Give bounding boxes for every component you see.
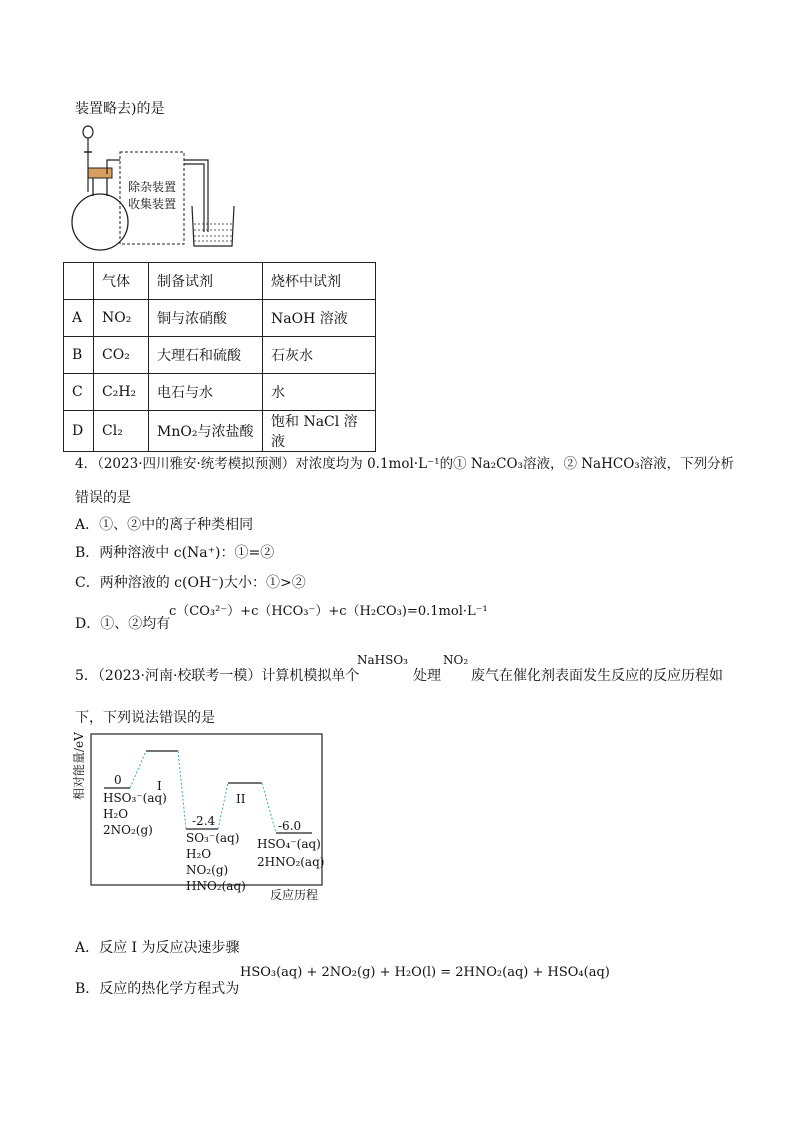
q4-option-b: B．两种溶液中 c(Na⁺)：①=② <box>75 545 275 561</box>
table-cell-gas: CO₂ <box>94 337 149 374</box>
table-cell-beaker: 水 <box>263 374 376 411</box>
q4-option-c: C．两种溶液的 c(OH⁻)大小：①>② <box>75 575 306 591</box>
q4-stem-line1: 4．（2023·四川雅安·统考模拟预测）对浓度均为 0.1mol·L⁻¹的① Na₂CO₃溶液，② NaHCO₃溶液，下列分析 <box>75 456 735 472</box>
level1-species-4: HNO₂(aq) <box>186 879 246 893</box>
level1-value: -2.4 <box>192 814 216 828</box>
table-header-cell: 气体 <box>94 263 149 300</box>
apparatus-box-label-2: 收集装置 <box>128 197 177 211</box>
q5-stem-line2: 下，下列说法错误的是 <box>75 710 215 726</box>
step2-label: II <box>236 792 246 806</box>
q5-option-b: B．反应的热化学方程式为 <box>75 981 240 997</box>
q4-option-d-formula: c（CO₃²⁻）+c（HCO₃⁻）+c（H₂CO₃)=0.1mol·L⁻¹ <box>169 604 488 619</box>
table-cell-option: B <box>64 337 94 374</box>
level2-species-2: 2HNO₂(aq) <box>257 855 325 869</box>
table-cell-gas: NO₂ <box>94 300 149 337</box>
x-axis-label: 反应历程 <box>270 888 319 902</box>
level1-species-3: NO₂(g) <box>186 863 229 877</box>
level1-species-1: SO₃⁻(aq) <box>186 831 240 845</box>
table-cell-gas: Cl₂ <box>94 411 149 452</box>
q5-option-a: A．反应 I 为反应决速步骤 <box>75 940 240 956</box>
level0-value: 0 <box>114 773 122 787</box>
table-header-cell: 烧杯中试剂 <box>263 263 376 300</box>
table-row <box>64 337 376 374</box>
table-header-cell: 制备试剂 <box>149 263 263 300</box>
table-cell-beaker: 石灰水 <box>263 337 376 374</box>
q5-stem-formula-nahso3: NaHSO₃ <box>357 653 408 667</box>
table-header-row <box>64 263 376 300</box>
step1-label: I <box>157 779 162 793</box>
level0-species-1: HSO₃⁻(aq) <box>103 791 167 805</box>
level1-species-2: H₂O <box>186 847 212 861</box>
table-cell-gas: C₂H₂ <box>94 374 149 411</box>
table-cell-beaker: NaOH 溶液 <box>263 300 376 337</box>
table-row <box>64 300 376 337</box>
q4-stem-line2: 错误的是 <box>75 490 131 506</box>
y-axis-label: 相对能量/eV <box>72 732 86 800</box>
table-cell-option: C <box>64 374 94 411</box>
q4-option-d: D．①、②均有 <box>75 616 171 632</box>
table-row <box>64 374 376 411</box>
level2-value: -6.0 <box>278 819 302 833</box>
table-header-cell <box>64 263 94 300</box>
reagent-table <box>63 262 376 452</box>
q5-stem-part1: 5．（2023·河南·校联考一模）计算机模拟单个 <box>75 668 360 684</box>
table-row <box>64 411 376 452</box>
q3-stem-tail: 装置略去)的是 <box>75 101 165 117</box>
table-cell-beaker: 饱和 NaCl 溶液 <box>263 411 376 452</box>
level0-species-2: H₂O <box>103 807 129 821</box>
apparatus-box-label-1: 除杂装置 <box>128 180 177 194</box>
table-cell-reagent: 大理石和硫酸 <box>149 337 263 374</box>
q5-stem-formula-no2: NO₂ <box>443 653 469 667</box>
table-cell-option: D <box>64 411 94 452</box>
q5-option-b-equation: HSO₃(aq) + 2NO₂(g) + H₂O(l) = 2HNO₂(aq) + HSO₄(aq) <box>240 965 610 980</box>
q4-option-a: A．①、②中的离子种类相同 <box>75 517 254 533</box>
q5-stem-part3: 废气在催化剂表面发生反应的反应历程如 <box>471 668 723 684</box>
table-cell-reagent: MnO₂与浓盐酸 <box>149 411 263 452</box>
q5-stem-part2: 处理 <box>413 668 441 684</box>
table-cell-option: A <box>64 300 94 337</box>
table-cell-reagent: 铜与浓硝酸 <box>149 300 263 337</box>
level0-species-3: 2NO₂(g) <box>103 823 153 837</box>
level2-species-1: HSO₄⁻(aq) <box>257 837 321 851</box>
table-cell-reagent: 电石与水 <box>149 374 263 411</box>
